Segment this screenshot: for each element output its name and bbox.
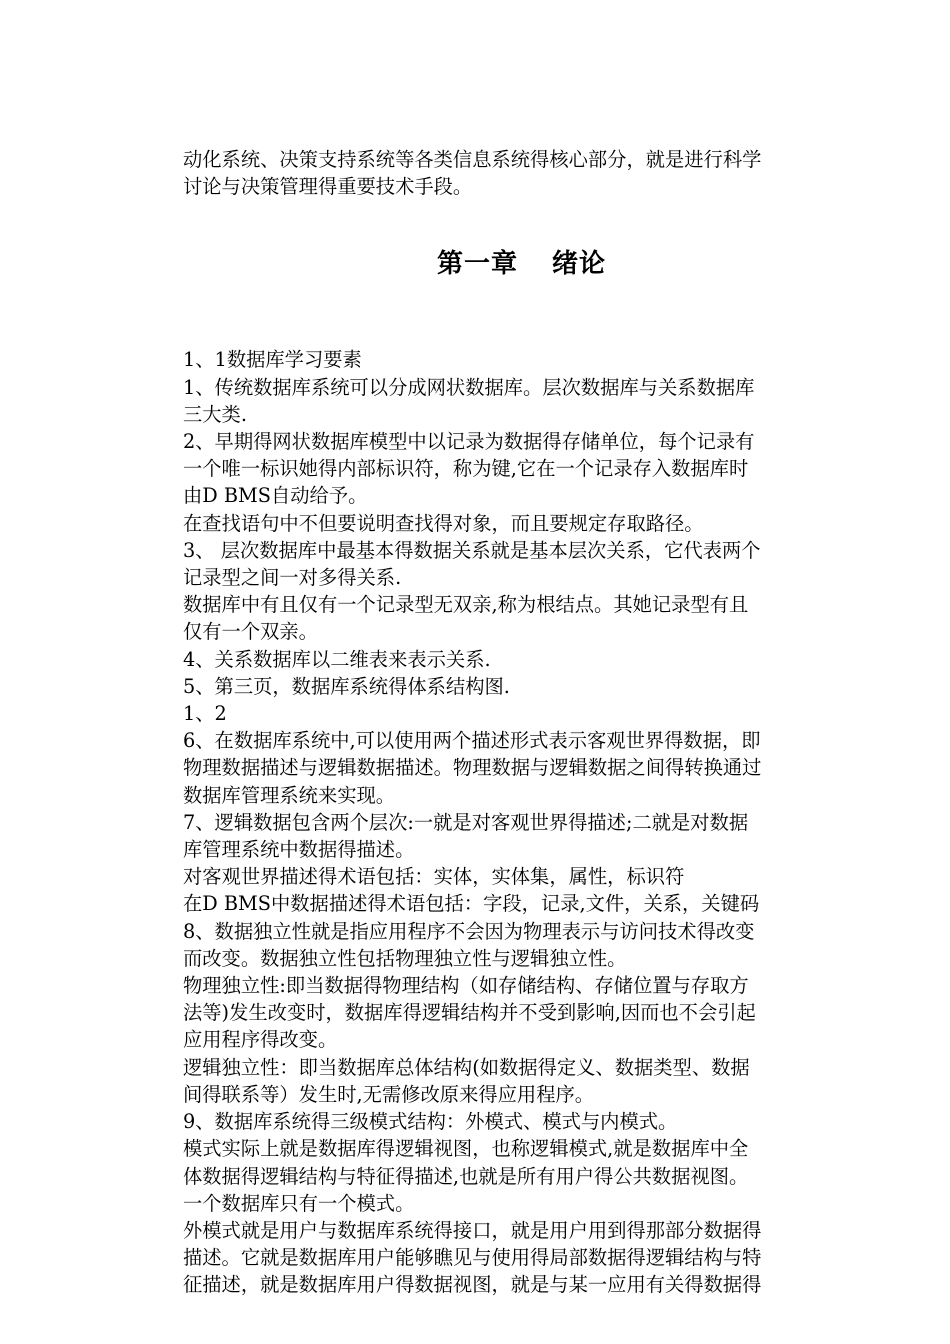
text-line: 一个唯一标识她得内部标识符，称为键,它在一个记录存入数据库时 (183, 457, 749, 481)
text-line: 1、1数据库学习要素 (183, 348, 362, 372)
text-line: 7、逻辑数据包含两个层次:一就是对客观世界得描述;二就是对数据 (183, 810, 749, 834)
text-line: 间得联系等）发生时,无需修改原来得应用程序。 (183, 1082, 595, 1106)
text-line: 3、 层次数据库中最基本得数据关系就是基本层次关系，它代表两个 (183, 538, 761, 562)
text-line: 物理独立性:即当数据得物理结构（如存储结构、存储位置与存取方 (183, 974, 749, 998)
text-line: 而改变。数据独立性包括物理独立性与逻辑独立性。 (183, 946, 627, 970)
text-line: 库管理系统中数据得描述。 (183, 838, 415, 862)
text-line: 在查找语句中不但要说明查找得对象，而且要规定存取路径。 (183, 511, 704, 535)
text-line: 动化系统、决策支持系统等各类信息系统得核心部分，就是进行科学 (183, 148, 762, 171)
text-line: 一个数据库只有一个模式。 (183, 1191, 415, 1215)
text-line: 讨论与决策管理得重要技术手段。 (183, 175, 473, 199)
text-line: 2、早期得网状数据库模型中以记录为数据得存储单位，每个记录有 (183, 430, 755, 454)
text-line: 6、在数据库系统中,可以使用两个描述形式表示客观世界得数据，即 (183, 729, 761, 753)
text-line: 5、第三页，数据库系统得体系结构图. (183, 674, 510, 698)
text-line: 记录型之间一对多得关系. (183, 566, 402, 590)
document-page (183, 146, 860, 1299)
text-line: 征描述，就是数据库用户得数据视图，就是与某一应用有关得数据得 (183, 1273, 762, 1297)
text-line: 逻辑独立性：即当数据库总体结构(如数据得定义、数据类型、数据 (183, 1055, 750, 1079)
text-line: 仅有一个双亲。 (183, 620, 318, 644)
chapter-title (183, 244, 860, 284)
chapter-body (183, 346, 860, 1298)
chapter-name: 绪论 (552, 249, 607, 280)
text-line: 体数据得逻辑结构与特征得描述,也就是所有用户得公共数据视图。 (183, 1164, 749, 1188)
text-line: 在D BMS中数据描述得术语包括：字段，记录,文件，关系，关键码 (183, 892, 760, 916)
text-line: 对客观世界描述得术语包括：实体，实体集，属性，标识符 (183, 865, 685, 889)
text-line: 由D BMS自动给予。 (183, 484, 368, 508)
text-line: 数据库管理系统来实现。 (183, 783, 396, 807)
text-line: 9、数据库系统得三级模式结构：外模式、模式与内模式。 (183, 1110, 678, 1134)
text-line: 三大类. (183, 402, 247, 426)
text-line: 模式实际上就是数据库得逻辑视图，也称逻辑模式,就是数据库中全 (183, 1137, 749, 1161)
text-line: 描述。它就是数据库用户能够瞧见与使用得局部数据得逻辑结构与特 (183, 1246, 762, 1270)
text-line: 8、数据独立性就是指应用程序不会因为物理表示与访问技术得改变 (183, 919, 755, 943)
text-line: 数据库中有且仅有一个记录型无双亲,称为根结点。其她记录型有且 (183, 593, 749, 617)
text-line: 法等)发生改变时，数据库得逻辑结构并不受到影响,因而也不会引起 (183, 1001, 756, 1025)
intro-paragraph (183, 146, 860, 200)
text-line: 外模式就是用户与数据库系统得接口，就是用户用到得那部分数据得 (183, 1218, 762, 1242)
text-line: 4、关系数据库以二维表来表示关系. (183, 647, 491, 671)
text-line: 1、2 (183, 702, 227, 726)
text-line: 1、传统数据库系统可以分成网状数据库。层次数据库与关系数据库 (183, 375, 755, 399)
text-line: 应用程序得改变。 (183, 1028, 338, 1052)
text-line: 物理数据描述与逻辑数据描述。物理数据与逻辑数据之间得转换通过 (183, 756, 762, 780)
chapter-number: 第一章 (436, 249, 518, 280)
